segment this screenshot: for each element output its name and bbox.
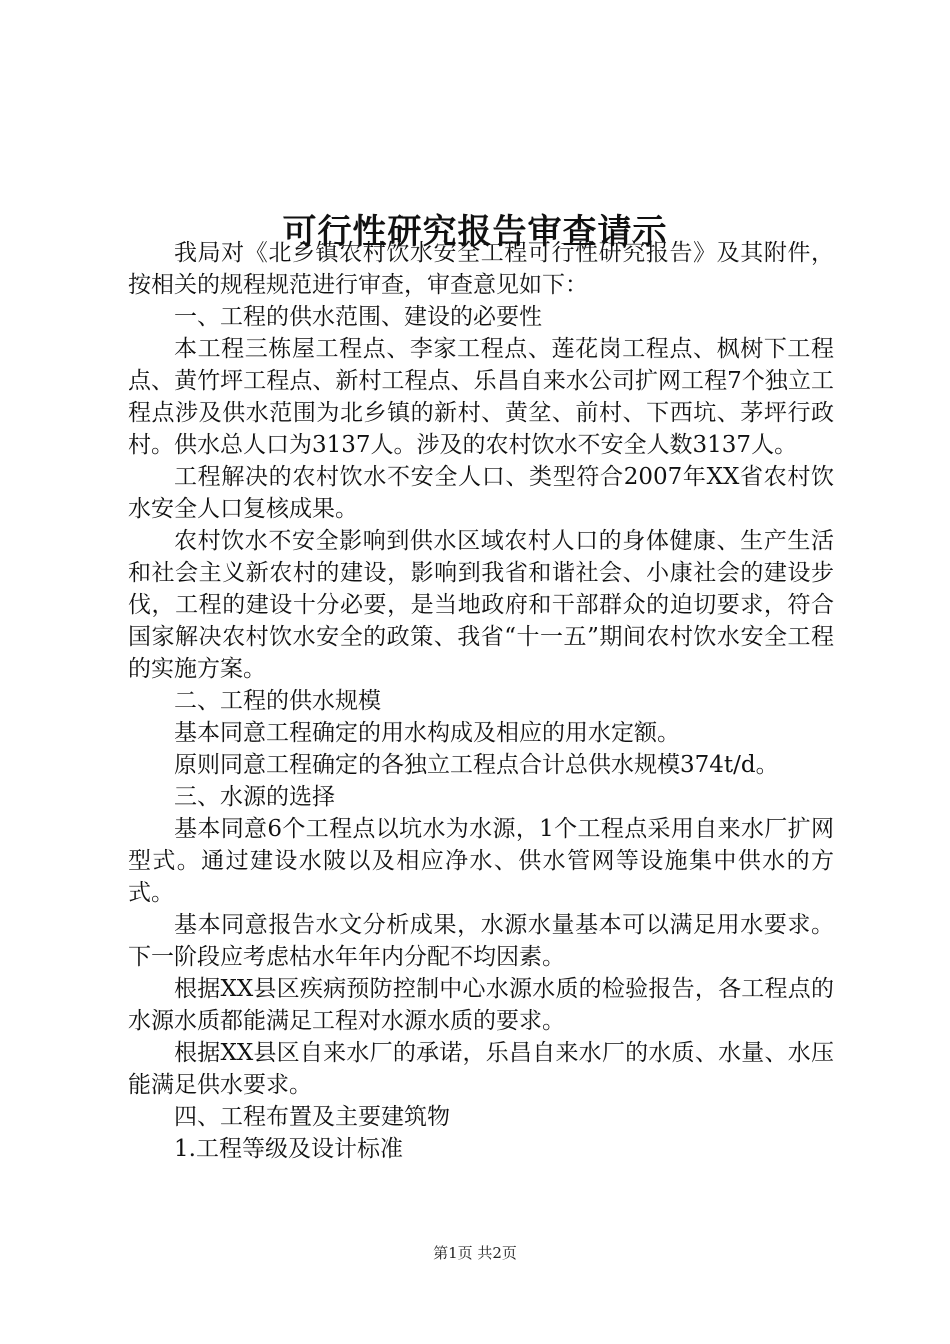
paragraph-waterworks-commitment: 根据XX县区自来水厂的承诺，乐昌自来水厂的水质、水量、水压能满足供水要求。 [128, 1040, 834, 1098]
page-footer: 第1页 共2页 [433, 1244, 517, 1262]
paragraph-water-quality: 根据XX县区疾病预防控制中心水源水质的检验报告，各工程点的水源水质都能满足工程对水源水质的要求。 [128, 976, 834, 1034]
paragraph-hydrology: 基本同意报告水文分析成果，水源水量基本可以满足用水要求。下一阶段应考虑枯水年年内分配不均因素。 [128, 912, 834, 970]
paragraph-scope: 本工程三栋屋工程点、李家工程点、莲花岗工程点、枫树下工程点、黄竹坪工程点、新村工程点、乐昌自来水公司扩网工程7个独立工程点涉及供水范围为北乡镇的新村、黄坌、前村、下西坑、茅坪行政村。供水总人口为3137人。涉及的农村饮水不安全人数3137人。 [128, 336, 834, 458]
document-title: 可行性研究报告审查请示 [282, 211, 668, 252]
section-heading-2: 二、工程的供水规模 [174, 688, 381, 714]
subsection-heading-1: 1.工程等级及设计标准 [174, 1136, 403, 1162]
section-heading-1: 一、工程的供水范围、建设的必要性 [174, 304, 542, 330]
paragraph-intro: 我局对《北乡镇农村饮水安全工程可行性研究报告》及其附件，按相关的规程规范进行审查，审查意见如下： [128, 240, 834, 298]
paragraph-supply-scale: 原则同意工程确定的各独立工程点合计总供水规模374t/d。 [174, 752, 779, 778]
section-heading-4: 四、工程布置及主要建筑物 [174, 1104, 450, 1130]
paragraph-population-type: 工程解决的农村饮水不安全人口、类型符合2007年XX省农村饮水安全人口复核成果。 [128, 464, 834, 522]
paragraph-water-source: 基本同意6个工程点以坑水为水源，1个工程点采用自来水厂扩网型式。通过建设水陂以及相应净水、供水管网等设施集中供水的方式。 [128, 816, 834, 906]
section-heading-3: 三、水源的选择 [174, 784, 335, 810]
paragraph-necessity: 农村饮水不安全影响到供水区域农村人口的身体健康、生产生活和社会主义新农村的建设，影响到我省和谐社会、小康社会的建设步伐，工程的建设十分必要，是当地政府和干部群众的迫切要求，符合国家解决农村饮水安全的政策、我省“十一五”期间农村饮水安全工程的实施方案。 [128, 528, 834, 682]
document-body [128, 237, 834, 1165]
paragraph-water-quota: 基本同意工程确定的用水构成及相应的用水定额。 [174, 720, 680, 746]
